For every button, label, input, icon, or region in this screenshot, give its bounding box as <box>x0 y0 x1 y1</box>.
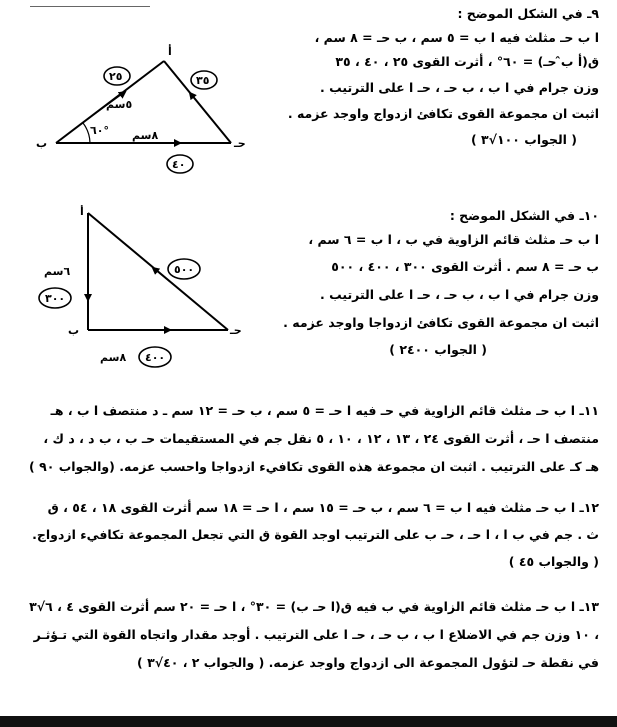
problem10-line-2: ب حـ = ٨ سم . أثرت القوى ٣٠٠ ، ٤٠٠ ، ٥٠٠ <box>331 259 599 274</box>
problem12-line-3: ( والجواب ٤٥ ) <box>508 554 599 569</box>
problem13-line-1: ١٣ـ ا ب حـ مثلث قائم الزاوية في ب فيه ق(ا حـ ب) = ٣٠° ، ا حـ = ٢٠ سم أثرت القوى ٤ ، ٦√٣ <box>29 599 599 614</box>
fig10-vertex-b: ب <box>68 324 80 337</box>
fig10-force-ab: ٣٠٠ <box>45 292 66 305</box>
fig9-angle-b: ٦٠° <box>90 124 109 137</box>
fig9-force-ca: ٣٥ <box>196 74 210 87</box>
fig9-vertex-c: حـ <box>234 137 246 150</box>
problem12-line-2: ث . جم في ب ا ، ا حـ ، حـ ب على الترتيب اوجد القوة ق التي تجعل المجموعة تكافيء ازدواج. <box>32 527 599 542</box>
top-edge-mark <box>30 0 150 7</box>
problem9-line-3: وزن جرام في ا ب ، ب حـ ، حـ ا على الترتيب . <box>320 80 599 95</box>
fig10-side-ab: ٦سم <box>44 265 71 278</box>
problem10-line-3: وزن جرام في ا ب ، ب حـ ، حـ ا على الترتيب . <box>320 287 599 302</box>
fig10-side-bc: ٨سم <box>100 351 127 364</box>
problem11-line-3: هـ كـ على الترتيب . اثبت ان مجموعة هذه القوى تكافيء ازدواجا واحسب عزمه. (والجواب ٩٠ ) <box>29 459 599 474</box>
problem9-heading: ٩ـ في الشكل الموضح : <box>457 6 599 21</box>
problem13-line-3: في نقطة حـ لتؤول المجموعة الى ازدواج واوجد عزمه. ( والجواب ٢ ، ٤٠√٣ ) <box>137 655 599 670</box>
problem10-line-1: ا ب حـ مثلث قائم الزاوية في ب ، ا ب = ٦ سم ، <box>308 232 599 247</box>
problem12-line-1: ١٢ـ ا ب حـ مثلث فيه ا ب = ٦ سم ، ب حـ = ١٥ سم ، ا حـ = ١٨ سم أثرت القوى ١٨ ، ٥٤ ، ق <box>47 500 599 515</box>
fig10-force-bc: ٤٠٠ <box>145 351 166 364</box>
fig9-side-ab: ٥سم <box>106 98 133 111</box>
problem9-line-4: اثبت ان مجموعة القوى تكافئ ازدواج واوجد عزمه . <box>287 106 599 121</box>
problem10-line-4: اثبت ان مجموعة القوى تكافئ ازدواجا واوجد عزمه . <box>283 315 599 330</box>
problem11-line-2: منتصف ا حـ ، أثرت القوى ٢٤ ، ١٣ ، ١٢ ، ١٠ ، ٥ نقل جم في المستقيمات حـ ب ، ب د ، د ك ، <box>43 431 599 446</box>
fig10-vertex-a: أ <box>80 205 84 218</box>
scan-bottom-edge <box>0 716 617 727</box>
fig9-force-bc: ٤٠ <box>172 158 186 171</box>
fig9-side-bc: ٨سم <box>132 129 159 142</box>
fig10-force-ca: ٥٠٠ <box>174 263 195 276</box>
problem11-line-1: ١١ـ ا ب حـ مثلث قائم الزاوية في حـ فيه ا حـ = ٥ سم ، ب حـ = ١٢ سم ـ د منتصف ا ب ، هـ <box>50 403 599 418</box>
problem9-line-1: ا ب حـ مثلث فيه ا ب = ٥ سم ، ب حـ = ٨ سم ، <box>314 30 599 45</box>
problem9-line-2: ق(أ ب̂ حـ) = ٦٠° ، أثرت القوى ٢٥ ، ٤٠ ، ٣٥ <box>335 54 599 69</box>
fig10-vertex-c: حـ <box>230 324 242 337</box>
problem13-line-2: ، ١٠ وزن جم في الاضلاع ا ب ، ب حـ ، حـ ا على الترتيب . أوجد مقدار واتجاه القوة التي تـؤثـر <box>33 627 599 642</box>
problem10-heading: ١٠ـ في الشكل الموضح : <box>449 208 599 223</box>
fig9-force-ab: ٢٥ <box>109 70 123 83</box>
problem10-triangle-figure <box>20 205 260 370</box>
problem9-answer: ( الجواب ١٠٠√٣ ) <box>470 132 577 147</box>
problem9-triangle-figure <box>30 40 270 180</box>
problem10-answer: ( الجواب ٢٤٠٠ ) <box>389 342 487 357</box>
fig9-vertex-a: أ <box>168 45 172 58</box>
fig9-vertex-b: ب <box>36 137 48 150</box>
